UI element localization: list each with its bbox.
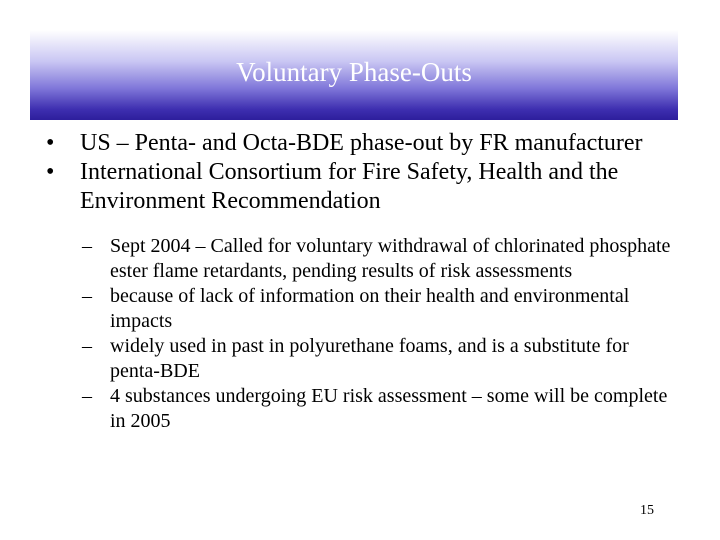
bullet-text: US – Penta- and Octa-BDE phase-out by FR manufacturer [80,130,643,156]
sub-bullet-marker: – [82,385,92,407]
bullet-item [42,158,692,216]
sub-bullet-text: widely used in past in polyurethane foams, and is a substitute for penta-BDE [110,335,629,382]
title-banner [30,30,678,120]
sub-bullet-list [82,234,692,433]
sub-bullet-text: 4 substances undergoing EU risk assessment – some will be complete in 2005 [110,385,668,432]
bullet-item [42,129,692,158]
sub-bullet-text: because of lack of information on their health and environmental impacts [110,285,630,332]
slide-body [42,129,692,434]
bullet-text: International Consortium for Fire Safety, Health and the Environment Recommendation [80,159,619,214]
slide-title: Voluntary Phase-Outs [236,56,472,87]
sub-bullet-marker: – [82,235,92,257]
sub-bullet-text: Sept 2004 – Called for voluntary withdrawal of chlorinated phosphate ester flame retardants, pending results of risk assessments [110,235,671,282]
sub-bullet-marker: – [82,335,92,357]
bullet-marker: • [46,130,55,156]
sub-bullet-item [82,334,692,383]
slide-page-number: 15 [640,503,654,518]
sub-bullet-marker: – [82,285,92,307]
sub-bullet-item [82,284,692,333]
bullet-marker: • [46,159,55,185]
sub-bullet-item [82,384,692,433]
sub-bullet-item [82,234,692,283]
